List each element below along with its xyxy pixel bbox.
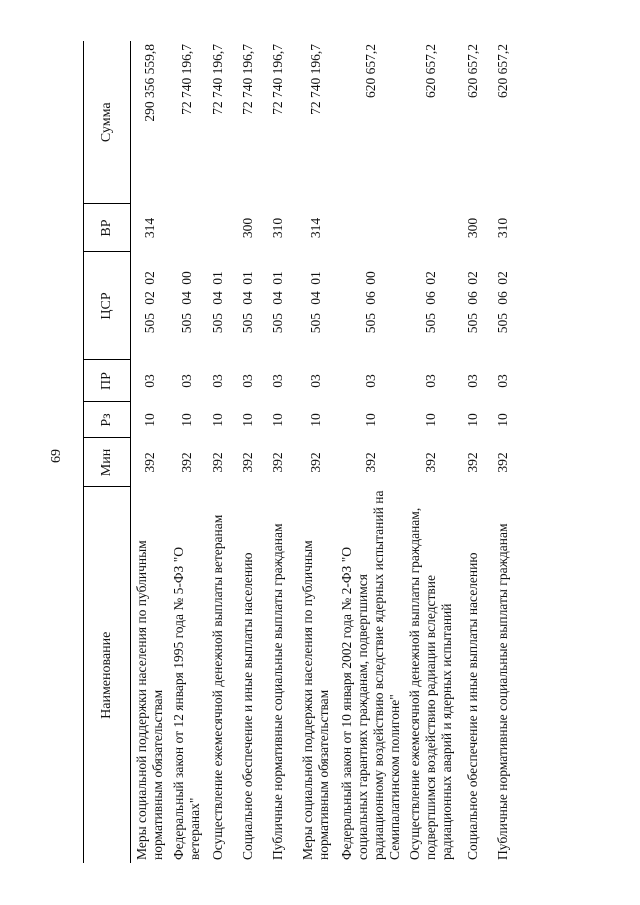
cell-min: 392 (363, 452, 378, 473)
cell-name: Меры социальной поддержки населения по публичным нормативным обязательствам (300, 540, 331, 860)
csr-part: 505 (495, 313, 510, 334)
cell-vr: 314 (308, 217, 323, 239)
cell-vr (403, 204, 458, 252)
col-header-pr: ПР (84, 360, 131, 402)
cell-vr (203, 204, 233, 252)
table-row (203, 41, 233, 863)
table-row (169, 41, 203, 863)
cell-name: Социальное обеспечение и иные выплаты населению (465, 552, 480, 860)
col-header-name: Наименование (84, 487, 131, 863)
cell-sum: 72 740 196,7 (308, 44, 323, 115)
cell-name: Осуществление ежемесячной денежной выплаты ветеранам (210, 514, 225, 860)
table-row (131, 41, 170, 863)
cell-sum: 72 740 196,7 (240, 44, 255, 115)
cell-csr (488, 252, 518, 360)
table-row (335, 41, 403, 863)
cell-sum: 620 657,2 (495, 44, 510, 98)
cell-name: Публичные нормативные социальные выплаты гражданам (270, 523, 285, 860)
cell-pr: 03 (465, 374, 480, 388)
table-row (458, 41, 488, 863)
csr-part: 02 (465, 271, 480, 285)
csr-part: 00 (179, 271, 194, 285)
cell-min: 392 (465, 452, 480, 473)
csr-part: 505 (240, 313, 255, 334)
cell-csr (263, 252, 293, 360)
csr-part: 06 (363, 291, 378, 305)
cell-name: Федеральный закон от 12 января 1995 года № 5-ФЗ "О ветеранах" (171, 547, 202, 860)
cell-rz: 10 (495, 413, 510, 427)
csr-part: 04 (210, 291, 225, 305)
cell-pr: 03 (179, 374, 194, 388)
cell-vr (169, 204, 203, 252)
csr-part: 02 (142, 271, 157, 285)
csr-part: 02 (422, 271, 438, 285)
cell-pr: 03 (308, 374, 323, 388)
cell-min: 392 (495, 452, 510, 473)
csr-part: 505 (210, 313, 225, 334)
col-header-csr: ЦСР (84, 252, 131, 360)
csr-part: 505 (363, 313, 378, 334)
cell-name: Меры социальной поддержки населения по публичным нормативным обязательствам (134, 540, 165, 860)
cell-name: Осуществление ежемесячной денежной выплаты гражданам, подвергшимся воздействию радиации вследствие радиационных аварий и ядерных испытаний (406, 507, 454, 860)
cell-vr: 300 (240, 217, 255, 239)
table-row (293, 41, 335, 863)
cell-csr (403, 252, 458, 360)
cell-rz: 10 (240, 413, 255, 427)
csr-part: 505 (308, 313, 323, 334)
csr-part: 01 (240, 271, 255, 285)
cell-pr: 03 (495, 374, 510, 388)
cell-csr (131, 252, 170, 360)
csr-part: 04 (179, 291, 194, 305)
table-row (233, 41, 263, 863)
cell-csr (293, 252, 335, 360)
cell-vr (335, 204, 403, 252)
cell-min: 392 (210, 452, 225, 473)
cell-rz: 10 (465, 413, 480, 427)
cell-pr: 03 (210, 374, 225, 388)
col-header-sum: Сумма (84, 41, 131, 204)
csr-part: 505 (142, 313, 157, 334)
cell-sum: 72 740 196,7 (270, 44, 285, 115)
cell-csr (203, 252, 233, 360)
cell-sum: 620 657,2 (363, 44, 378, 98)
cell-csr (458, 252, 488, 360)
cell-vr: 300 (465, 217, 480, 239)
cell-min: 392 (422, 452, 438, 473)
cell-min: 392 (179, 452, 194, 473)
col-header-min: Мин (84, 438, 131, 487)
cell-sum: 72 740 196,7 (210, 44, 225, 115)
cell-pr: 03 (142, 374, 157, 388)
csr-part: 06 (422, 291, 438, 305)
csr-part: 02 (142, 291, 157, 305)
cell-sum: 620 657,2 (465, 44, 480, 98)
cell-pr: 03 (270, 374, 285, 388)
col-header-vr: ВР (84, 204, 131, 252)
cell-sum: 290 356 559,8 (142, 44, 157, 122)
csr-part: 00 (363, 271, 378, 285)
col-header-rz: Рз (84, 402, 131, 438)
budget-table (83, 41, 518, 863)
cell-rz: 10 (179, 413, 194, 427)
cell-rz: 10 (308, 413, 323, 427)
cell-rz: 10 (422, 413, 438, 427)
cell-csr (233, 252, 263, 360)
cell-name: Социальное обеспечение и иные выплаты населению (240, 552, 255, 860)
cell-pr: 03 (363, 374, 378, 388)
table-row (488, 41, 518, 863)
cell-vr: 314 (142, 217, 157, 239)
cell-pr: 03 (422, 374, 438, 388)
csr-part: 505 (465, 313, 480, 334)
cell-rz: 10 (363, 413, 378, 427)
cell-sum: 620 657,2 (422, 44, 438, 98)
csr-part: 04 (270, 291, 285, 305)
cell-min: 392 (308, 452, 323, 473)
csr-part: 01 (270, 271, 285, 285)
cell-rz: 10 (210, 413, 225, 427)
cell-name: Публичные нормативные социальные выплаты гражданам (495, 523, 510, 860)
csr-part: 04 (308, 291, 323, 305)
cell-rz: 10 (270, 413, 285, 427)
table-row (403, 41, 458, 863)
csr-part: 01 (308, 271, 323, 285)
csr-part: 04 (240, 291, 255, 305)
table-row (263, 41, 293, 863)
csr-part: 02 (495, 271, 510, 285)
cell-min: 392 (270, 452, 285, 473)
csr-part: 06 (495, 291, 510, 305)
cell-min: 392 (142, 452, 157, 473)
csr-part: 06 (465, 291, 480, 305)
cell-name: Федеральный закон от 10 января 2002 года № 2-ФЗ "О социальных гарантиях гражданам, подвергшимся радиационному воздействию вследствие ядерных испытаний на Семипалатинском полигоне" (339, 490, 402, 860)
cell-min: 392 (240, 452, 255, 473)
cell-vr: 310 (270, 217, 285, 239)
csr-part: 505 (270, 313, 285, 334)
cell-csr (335, 252, 403, 360)
page-number: 69 (49, 449, 64, 463)
csr-part: 505 (422, 313, 438, 334)
header-row (84, 41, 131, 863)
csr-part: 01 (210, 271, 225, 285)
cell-rz: 10 (142, 413, 157, 427)
cell-vr: 310 (495, 217, 510, 239)
cell-csr (169, 252, 203, 360)
csr-part: 505 (179, 313, 194, 334)
cell-pr: 03 (240, 374, 255, 388)
cell-sum: 72 740 196,7 (179, 44, 194, 115)
